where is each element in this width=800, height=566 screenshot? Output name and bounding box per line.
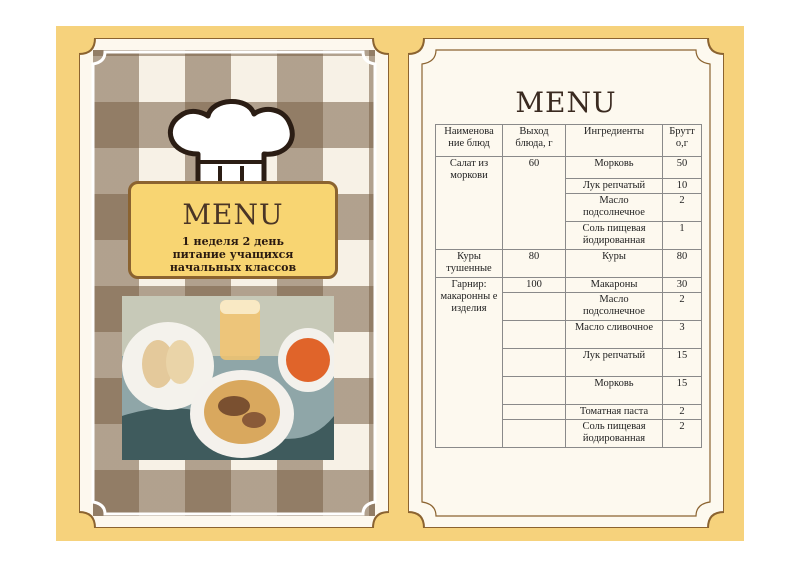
dish-cell: Гарнир: макаронны е изделия xyxy=(436,278,503,448)
output-cell xyxy=(503,321,566,349)
ingredient-cell: Масло подсолнечное xyxy=(566,194,663,222)
gross-cell: 50 xyxy=(663,157,702,179)
header-output: Выход блюда, г xyxy=(503,125,566,157)
ingredient-cell: Морковь xyxy=(566,377,663,405)
gross-cell: 15 xyxy=(663,349,702,377)
table-row xyxy=(436,278,702,293)
ingredient-cell: Лук репчатый xyxy=(566,179,663,194)
output-cell: 60 xyxy=(503,157,566,250)
menu-table xyxy=(435,124,702,448)
gross-cell: 15 xyxy=(663,377,702,405)
header-ingredients: Ингредиенты xyxy=(566,125,663,157)
gross-cell: 10 xyxy=(663,179,702,194)
header-gross: Брутт о,г xyxy=(663,125,702,157)
menu-title: MENU xyxy=(515,86,617,119)
gross-cell: 2 xyxy=(663,194,702,222)
dish-cell: Куры тушенные xyxy=(436,250,503,278)
table-row xyxy=(436,250,702,278)
meal-photo xyxy=(122,296,334,460)
ingredient-cell: Лук репчатый xyxy=(566,349,663,377)
gross-cell: 1 xyxy=(663,222,702,250)
cover-audience: питание учащихся xyxy=(172,248,294,261)
ingredient-cell: Соль пищевая йодированная xyxy=(566,420,663,448)
table-row xyxy=(436,157,702,179)
gross-cell: 2 xyxy=(663,405,702,420)
output-cell xyxy=(503,377,566,405)
output-cell xyxy=(503,349,566,377)
output-cell xyxy=(503,420,566,448)
gross-cell: 30 xyxy=(663,278,702,293)
output-cell xyxy=(503,405,566,420)
gross-cell: 3 xyxy=(663,321,702,349)
ingredient-cell: Куры xyxy=(566,250,663,278)
ingredient-cell: Томатная паста xyxy=(566,405,663,420)
cover-classes: начальных классов xyxy=(169,261,297,274)
cover-title: MENU xyxy=(182,198,284,231)
gross-cell: 80 xyxy=(663,250,702,278)
ingredient-cell: Масло подсолнечное xyxy=(566,293,663,321)
table-header-row xyxy=(436,125,702,157)
gross-cell: 2 xyxy=(663,420,702,448)
dish-cell: Салат из моркови xyxy=(436,157,503,250)
ingredient-cell: Соль пищевая йодированная xyxy=(566,222,663,250)
ingredient-cell: Макароны xyxy=(566,278,663,293)
cover-week-day: 1 неделя 2 день xyxy=(182,235,284,248)
gross-cell: 2 xyxy=(663,293,702,321)
ingredient-cell: Морковь xyxy=(566,157,663,179)
header-dish: Наименова ние блюд xyxy=(436,125,503,157)
chef-hat-icon xyxy=(160,92,300,192)
ingredient-cell: Масло сливочное xyxy=(566,321,663,349)
output-cell xyxy=(503,293,566,321)
output-cell: 100 xyxy=(503,278,566,293)
output-cell: 80 xyxy=(503,250,566,278)
